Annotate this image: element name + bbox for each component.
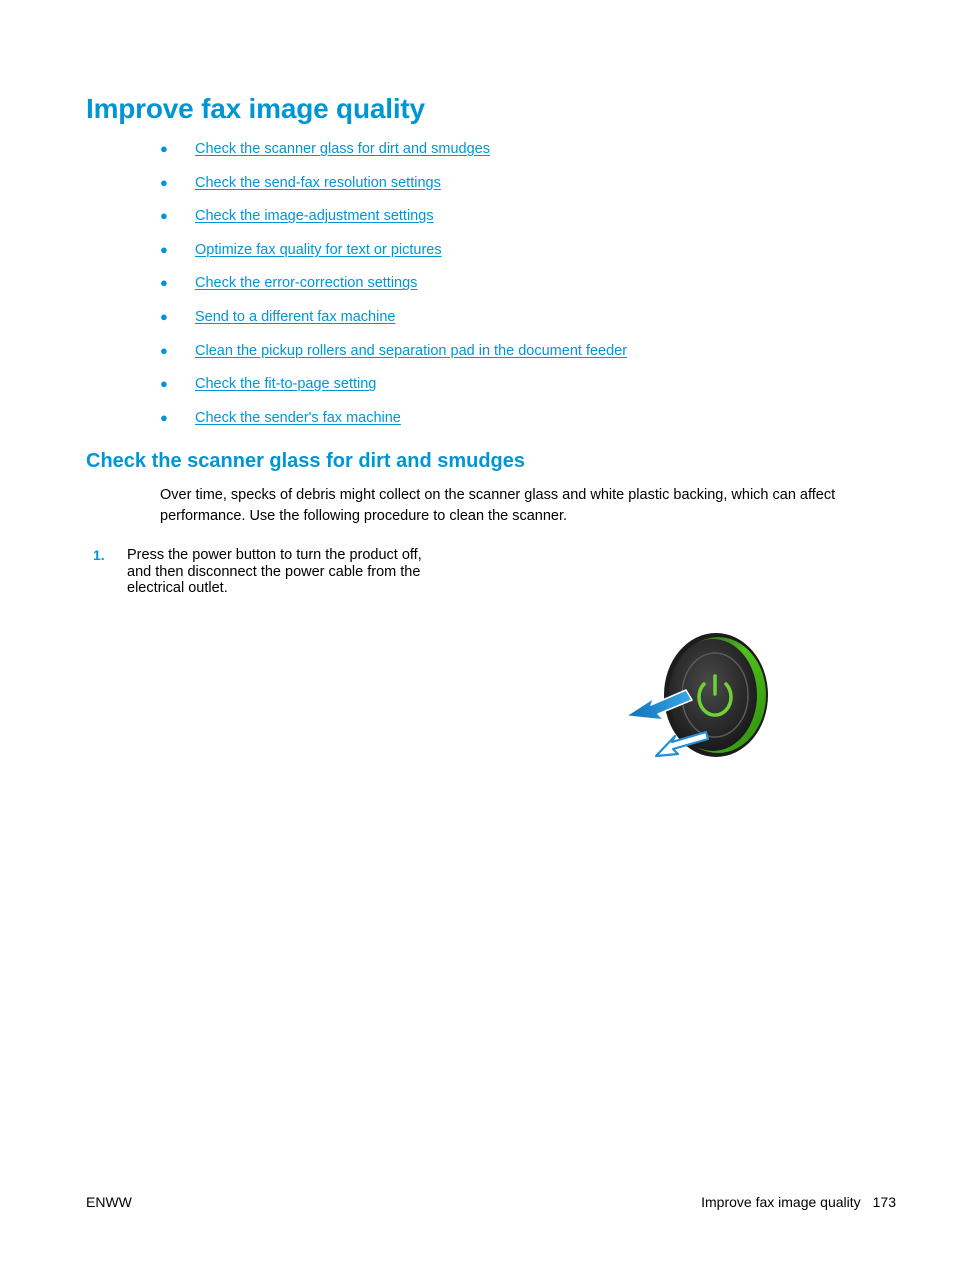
section-intro: Over time, specks of debris might collect on the scanner glass and white plastic backing, which can affect performance. Use the following procedure to clean the scanner. (160, 487, 836, 524)
bullet-icon: ● (160, 308, 168, 324)
list-item (160, 239, 627, 273)
list-item (160, 138, 627, 172)
footer-page-info (701, 1192, 896, 1212)
bullet-icon: ● (160, 141, 168, 156)
topic-link-image-adjustment[interactable]: Check the image-adjustment settings (195, 208, 434, 225)
bullet-icon: ● (160, 376, 168, 392)
footer-section-name: Improve fax image quality (701, 1194, 861, 1210)
topic-link-different-fax[interactable]: Send to a different fax machine (195, 308, 396, 325)
topic-link-fit-to-page[interactable]: Check the fit-to-page setting (195, 376, 377, 393)
section-title: Check the scanner glass for dirt and smudges (86, 450, 526, 472)
bullet-icon: ● (160, 275, 168, 291)
topic-link-scanner-glass[interactable]: Check the scanner glass for dirt and smudges (195, 141, 490, 157)
topic-link-list (160, 138, 627, 440)
list-item (160, 373, 627, 407)
page-number: 173 (872, 1194, 896, 1210)
step-text: Press the power button to turn the product off, and then disconnect the power cable from the electrical outlet. (127, 547, 422, 597)
bullet-icon: ● (160, 174, 168, 190)
bullet-icon: ● (160, 241, 168, 257)
power-button-icon (620, 628, 776, 764)
list-item (160, 172, 627, 206)
power-button-illustration (620, 628, 776, 764)
list-item (160, 407, 627, 441)
page-title: Improve fax image quality (86, 93, 425, 124)
footer-doc-code: ENWW (86, 1194, 132, 1210)
topic-link-clean-rollers[interactable]: Clean the pickup rollers and separation pad in the document feeder (195, 342, 628, 359)
topic-link-sender-fax[interactable]: Check the sender's fax machine (195, 409, 401, 426)
topic-link-send-fax-resolution[interactable]: Check the send-fax resolution settings (195, 174, 441, 191)
topic-link-error-correction[interactable]: Check the error-correction settings (195, 275, 418, 292)
list-item (160, 272, 627, 306)
bullet-icon: ● (160, 409, 168, 425)
list-item (160, 205, 627, 239)
list-item (160, 306, 627, 340)
bullet-icon: ● (160, 208, 168, 224)
step-number: 1. (93, 547, 105, 563)
topic-link-optimize-quality[interactable]: Optimize fax quality for text or pictures (195, 241, 442, 258)
bullet-icon: ● (160, 342, 168, 358)
list-item (160, 340, 627, 374)
